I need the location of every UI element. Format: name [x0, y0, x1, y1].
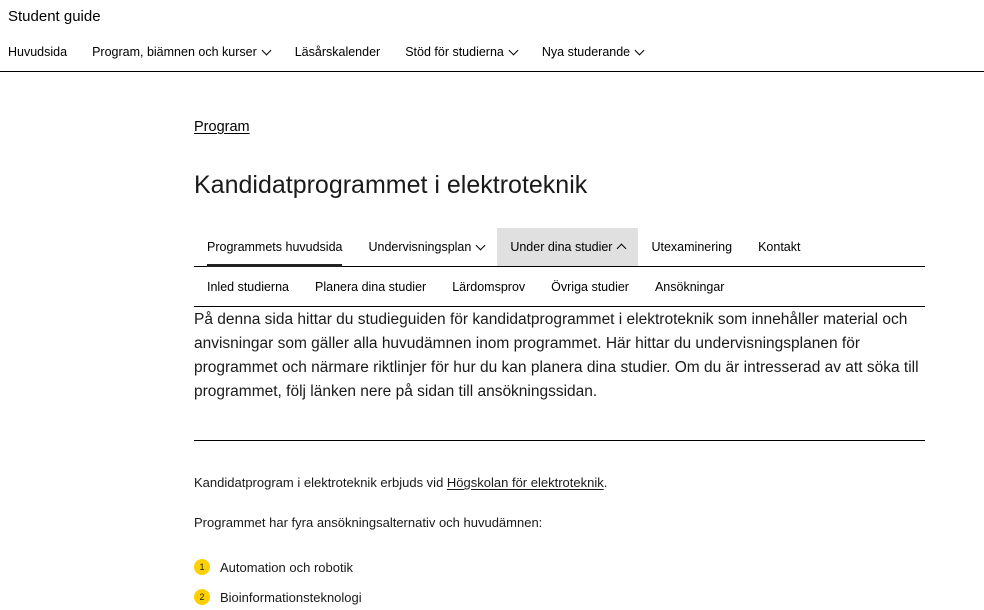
offered-prefix: Kandidatprogram i elektroteknik erbjuds vid [194, 475, 447, 490]
chevron-down-icon [476, 240, 486, 250]
option-label: Automation och robotik [220, 559, 353, 575]
options-list [194, 552, 362, 610]
site-title[interactable]: Student guide [8, 8, 101, 25]
list-item [194, 582, 362, 610]
intro-text: På denna sida hittar du studieguiden för kandidatprogrammet i elektroteknik som innehåller material och anvisningar som gäller alla huvudämnen inom programmet. Här hittar du undervisningsplanen för programmet och närmare riktlinjer för hur du kan planera dina studier. Om du är intresserad av att söka till programmet, följ länken nere på sidan till ansökningssidan. [194, 311, 919, 400]
tab-label: Utexaminering [651, 240, 733, 254]
tab-label: Programmets huvudsida [207, 240, 343, 254]
options-intro: Programmet har fyra ansökningsalternativ och huvudämnen: [194, 515, 543, 530]
site-header [0, 0, 984, 72]
nav-item-huvudsida[interactable] [8, 45, 67, 59]
subtab-ovriga-studier[interactable]: Övriga studier [551, 279, 629, 294]
nav-item-label: Nya studerande [541, 45, 631, 59]
subtab-inled-studierna[interactable]: Inled studierna [207, 279, 290, 294]
chevron-down-icon [508, 45, 518, 55]
school-link[interactable]: Högskolan för elektroteknik [446, 475, 604, 490]
page-title: Kandidatprogrammet i elektroteknik [194, 171, 588, 199]
offered-by-text [194, 475, 607, 490]
top-nav [8, 45, 668, 59]
tab-label: Kontakt [758, 240, 801, 254]
offered-suffix: . [603, 475, 608, 490]
subtabs [194, 267, 925, 307]
nav-item-nya-studerande[interactable] [542, 45, 643, 59]
nav-item-lasarskalender[interactable] [295, 45, 380, 59]
nav-item-label: Huvudsida [8, 45, 68, 59]
tab-utexaminering[interactable] [638, 228, 745, 266]
number-badge: 1 [194, 559, 210, 575]
nav-item-stod[interactable] [405, 45, 517, 59]
list-item [194, 552, 362, 582]
subtab-lardomsprov[interactable]: Lärdomsprov [452, 279, 526, 294]
subtab-ansokningar[interactable]: Ansökningar [654, 279, 725, 294]
tab-label: Undervisningsplan [368, 240, 472, 254]
chevron-down-icon [635, 45, 645, 55]
tab-undervisningsplan[interactable] [355, 228, 497, 266]
breadcrumb-link[interactable]: Program [194, 119, 250, 135]
program-tabs [194, 228, 925, 267]
chevron-up-icon [617, 244, 627, 254]
tab-under-dina-studier[interactable] [497, 228, 638, 266]
nav-item-label: Program, biämnen och kurser [92, 45, 257, 59]
subtab-planera-dina-studier[interactable]: Planera dina studier [315, 279, 427, 294]
nav-item-label: Stöd för studierna [405, 45, 504, 59]
nav-item-program[interactable] [92, 45, 270, 59]
tab-label: Under dina studier [510, 240, 613, 254]
nav-item-label: Läsårskalender [294, 45, 381, 59]
tab-kontakt[interactable] [745, 228, 813, 266]
chevron-down-icon [261, 45, 271, 55]
divider [194, 440, 925, 441]
number-badge: 2 [194, 589, 210, 605]
option-label: Bioinformationsteknologi [220, 589, 362, 605]
tab-programmets-huvudsida[interactable] [194, 228, 355, 266]
